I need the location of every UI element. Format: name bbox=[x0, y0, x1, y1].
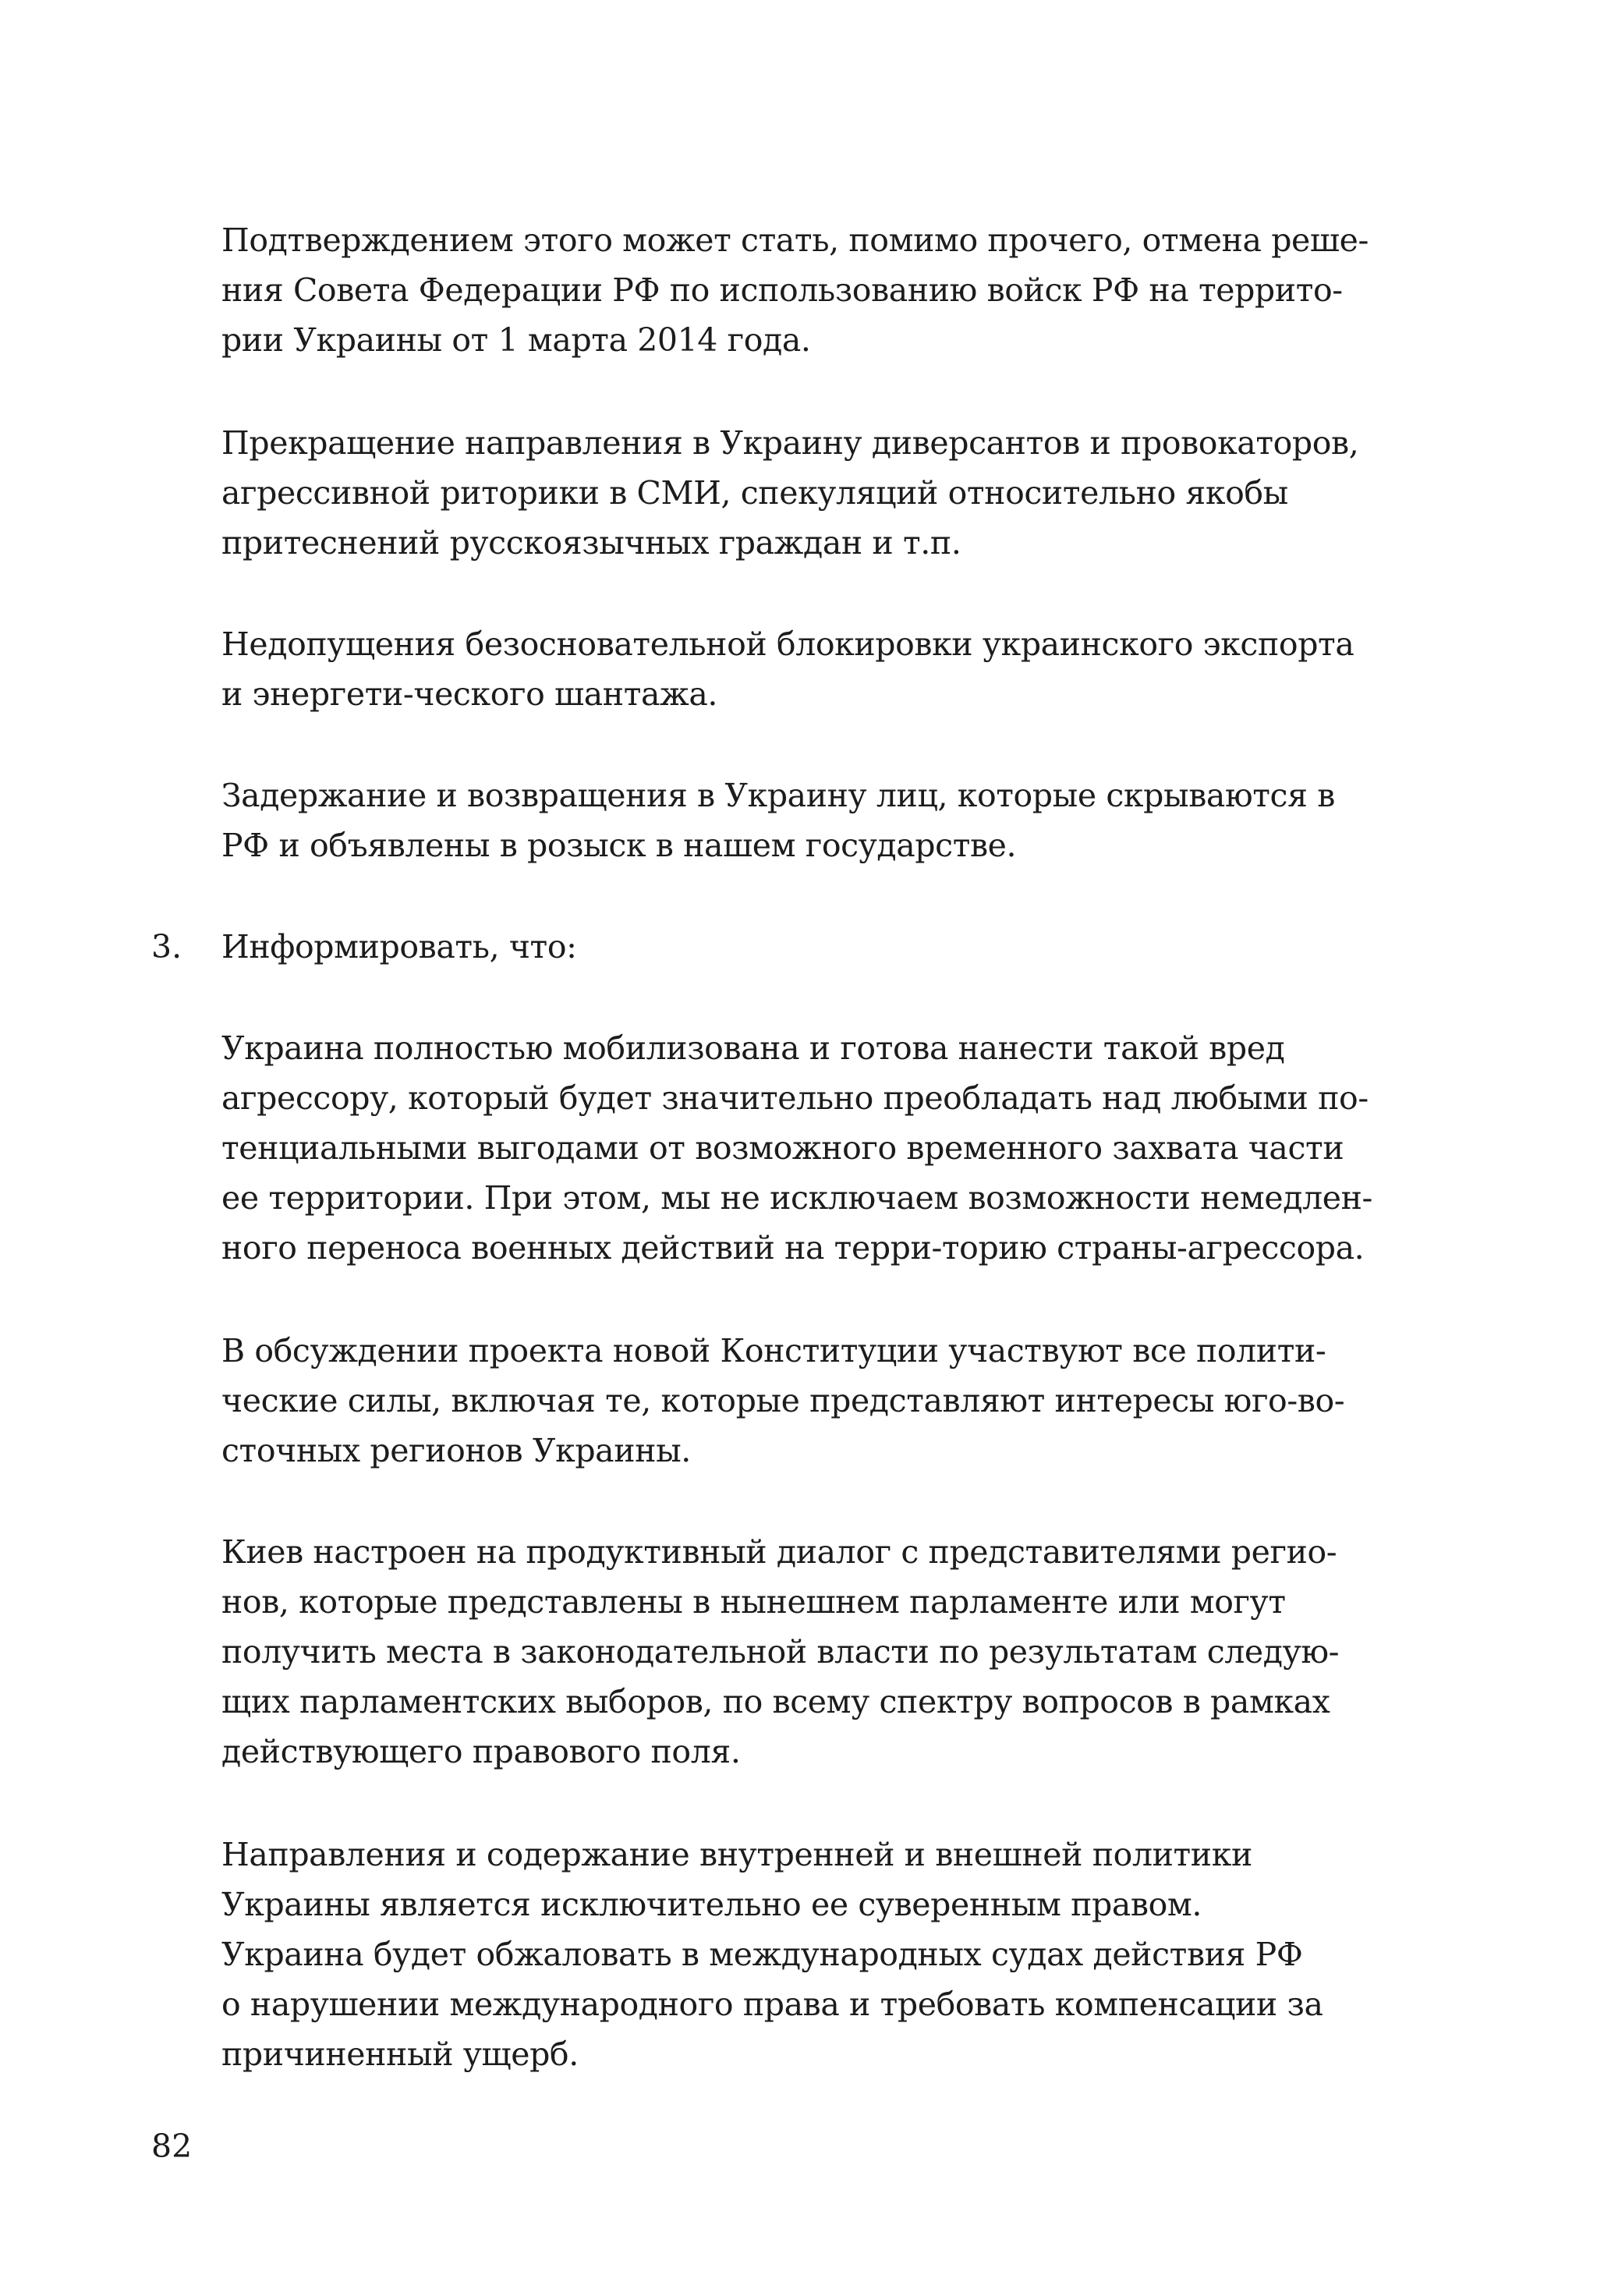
body-text-line: Украина будет обжаловать в международных судах действия РФ bbox=[221, 1936, 1303, 1973]
page-number: 82 bbox=[151, 2128, 193, 2165]
body-text-line: и энергети-ческого шантажа. bbox=[221, 675, 718, 713]
body-text-line: Прекращение направления в Украину диверсантов и провокаторов, bbox=[221, 424, 1359, 462]
body-text-line: щих парламентских выборов, по всему спектру вопросов в рамках bbox=[221, 1683, 1330, 1720]
body-text-line: Украина полностью мобилизована и готова нанести такой вред bbox=[221, 1029, 1285, 1067]
list-item-heading: Информировать, что: bbox=[221, 928, 577, 966]
body-text-line: Недопущения безосновательной блокировки украинского экспорта bbox=[221, 625, 1354, 663]
body-text-line: ного переноса военных действий на терри-торию страны-агрессора. bbox=[221, 1229, 1365, 1267]
list-item-number: 3. bbox=[151, 928, 182, 966]
body-text-line: Направления и содержание внутренней и внешней политики bbox=[221, 1836, 1252, 1873]
body-text-line: Киев настроен на продуктивный диалог с представителями регио- bbox=[221, 1533, 1337, 1571]
body-text-line: получить места в законодательной власти по результатам следую- bbox=[221, 1633, 1340, 1671]
body-text-line: ее территории. При этом, мы не исключаем возможности немедлен- bbox=[221, 1179, 1372, 1217]
body-text-line: ния Совета Федерации РФ по использованию войск РФ на террито- bbox=[221, 271, 1343, 309]
body-text-line: сточных регионов Украины. bbox=[221, 1432, 691, 1469]
body-text-line: Задержание и возвращения в Украину лиц, которые скрываются в bbox=[221, 777, 1335, 814]
body-text-line: о нарушении международного права и требовать компенсации за bbox=[221, 1986, 1323, 2023]
body-text-line: нов, которые представлены в нынешнем парламенте или могут bbox=[221, 1583, 1286, 1621]
body-text-line: причиненный ущерб. bbox=[221, 2036, 579, 2073]
body-text-line: тенциальными выгодами от возможного временного захвата части bbox=[221, 1129, 1344, 1167]
body-text-line: притеснений русскоязычных граждан и т.п. bbox=[221, 524, 961, 562]
body-text-line: агрессору, который будет значительно преобладать над любыми по- bbox=[221, 1079, 1369, 1117]
body-text-line: РФ и объявлены в розыск в нашем государстве. bbox=[221, 827, 1017, 864]
body-text-line: ческие силы, включая те, которые представляют интересы юго-во- bbox=[221, 1382, 1345, 1419]
body-text-line: действующего правового поля. bbox=[221, 1733, 741, 1770]
body-text-line: рии Украины от 1 марта 2014 года. bbox=[221, 321, 811, 359]
body-text-line: Подтверждением этого может стать, помимо прочего, отмена реше- bbox=[221, 221, 1369, 259]
body-text-line: агрессивной риторики в СМИ, спекуляций относительно якобы bbox=[221, 474, 1288, 512]
body-text-line: Украины является исключительно ее суверенным правом. bbox=[221, 1886, 1202, 1923]
body-text-line: В обсуждении проекта новой Конституции участвуют все полити- bbox=[221, 1332, 1326, 1369]
